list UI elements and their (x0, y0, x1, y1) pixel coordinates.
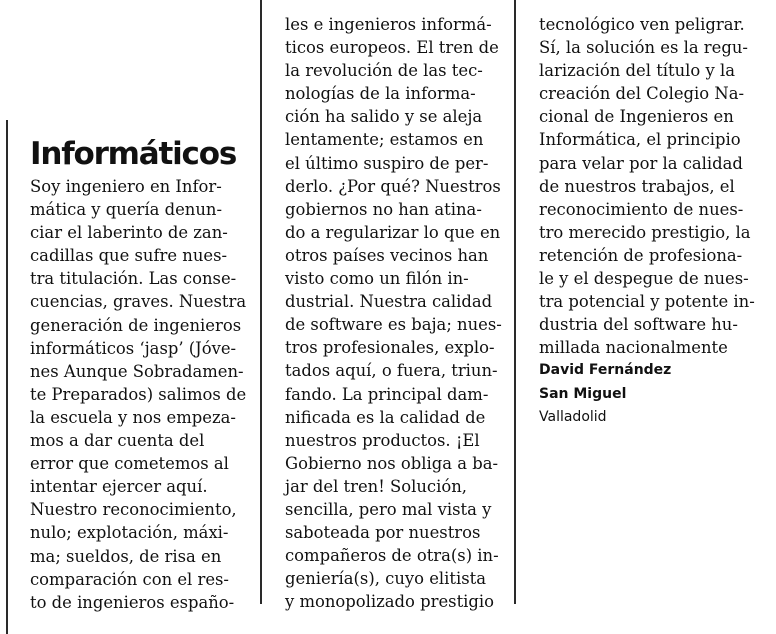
text-line: retención de profesiona- (539, 245, 743, 265)
text-line: la escuela y nos empeza- (30, 407, 236, 427)
text-line: comparación con el res- (30, 569, 229, 589)
text-line: dustria del software hu- (539, 315, 738, 335)
text-line: Nuestro reconocimiento, (30, 500, 237, 520)
text-line: dustrial. Nuestra calidad (285, 292, 493, 312)
text-line: Soy ingeniero en Infor- (30, 177, 222, 196)
text-line: cuencias, graves. Nuestra (30, 292, 247, 312)
text-line: larización del título y la (539, 61, 735, 81)
text-line: otros países vecinos han (285, 245, 489, 265)
signature-surname: San Miguel (539, 385, 627, 402)
article-column-2 (285, 13, 502, 613)
signature-name: David Fernández (539, 362, 672, 379)
text-line: jar del tren! Solución, (285, 476, 467, 496)
text-line: les e ingenieros informá- (285, 15, 492, 34)
text-line: error que cometemos al (30, 454, 229, 474)
text-line: tra titulación. Las conse- (30, 269, 237, 289)
text-line: intentar ejercer aquí. (30, 477, 208, 497)
text-line: nificada es la calidad de (285, 407, 486, 427)
column-rule-left (6, 120, 8, 634)
text-line: geniería(s), cuyo elitista (285, 569, 487, 589)
text-line: generación de ingenieros (30, 315, 242, 335)
text-line: ticos europeos. El tren de (285, 38, 499, 58)
text-line: lentamente; estamos en (285, 130, 484, 150)
signature-city: Valladolid (539, 408, 607, 425)
text-line: cional de Ingenieros en (539, 107, 734, 127)
text-line: saboteada por nuestros (285, 523, 481, 543)
column-rule-middle-1 (260, 0, 262, 604)
text-line: creación del Colegio Na- (539, 84, 745, 104)
text-line: mos a dar cuenta del (30, 431, 205, 451)
text-line: ción ha salido y se aleja (285, 107, 483, 127)
text-line: tra potencial y potente in- (539, 292, 755, 312)
text-line: derlo. ¿Por qué? Nuestros (285, 176, 501, 196)
text-line: to de ingenieros españo- (30, 592, 235, 612)
text-line: Gobierno nos obliga a ba- (285, 453, 499, 473)
text-line: Informática, el principio (539, 130, 741, 150)
text-line: mática y quería denun- (30, 200, 222, 220)
text-line: y monopolizado prestigio (285, 592, 494, 612)
text-line: Sí, la solución es la regu- (539, 38, 748, 58)
text-line: nes Aunque Sobradamen- (30, 361, 244, 381)
text-line: reconocimiento de nues- (539, 199, 744, 219)
text-line: gobiernos no han atina- (285, 199, 482, 219)
text-line: de software es baja; nues- (285, 315, 502, 335)
text-line: la revolución de las tec- (285, 61, 483, 81)
text-line: nulo; explotación, máxi- (30, 523, 229, 543)
text-line: nologías de la informa- (285, 84, 476, 104)
text-line: ma; sueldos, de risa en (30, 546, 222, 566)
text-line: millada nacionalmente (539, 338, 728, 358)
text-line: te Preparados) salimos de (30, 384, 247, 404)
article-title: Informáticos (30, 136, 237, 172)
article-column-1 (30, 175, 246, 614)
article-column-3 (539, 13, 755, 429)
text-line: tecnológico ven peligrar. (539, 15, 745, 34)
column-rule-middle-2 (514, 0, 516, 604)
text-line: visto como un filón in- (285, 269, 469, 289)
text-line: do a regularizar lo que en (285, 222, 501, 242)
text-line: tados aquí, o fuera, triun- (285, 361, 498, 381)
text-line: para velar por la calidad (539, 153, 743, 173)
text-line: tro merecido prestigio, la (539, 222, 751, 242)
text-line: fando. La principal dam- (285, 384, 489, 404)
text-line: nuestros productos. ¡El (285, 430, 480, 450)
text-line: cadillas que sufre nues- (30, 246, 228, 266)
text-line: tros profesionales, explo- (285, 338, 495, 358)
text-line: le y el despegue de nues- (539, 269, 749, 289)
text-line: compañeros de otra(s) in- (285, 546, 499, 566)
text-line: el último suspiro de per- (285, 153, 489, 173)
text-line: ciar el laberinto de zan- (30, 223, 228, 243)
text-line: de nuestros trabajos, el (539, 176, 735, 196)
text-line: informáticos ‘jasp’ (Jóve- (30, 338, 237, 358)
text-line: sencilla, pero mal vista y (285, 499, 492, 519)
